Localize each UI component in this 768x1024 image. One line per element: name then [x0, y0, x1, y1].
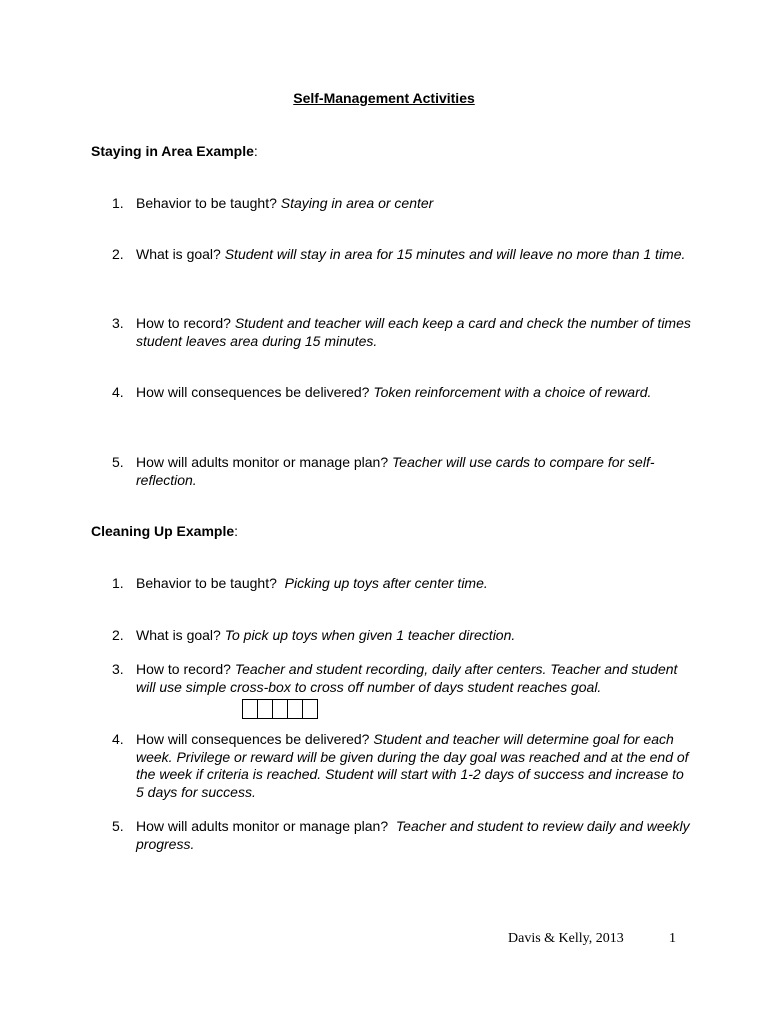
- question-text: Behavior to be taught?: [136, 195, 277, 211]
- list-item: [112, 315, 692, 350]
- list-item: [112, 246, 692, 264]
- section-heading-colon: :: [253, 143, 258, 159]
- list-number: 2.: [112, 627, 124, 643]
- cross-box-cell: [288, 700, 303, 718]
- answer-text: Student and teacher will each keep a card and check the number of times student leaves area during 15 minutes.: [136, 315, 691, 349]
- question-text: How will adults monitor or manage plan?: [136, 818, 389, 834]
- list-number: 2.: [112, 246, 124, 262]
- question-text: How to record?: [136, 315, 231, 331]
- question-text: How to record?: [136, 661, 231, 677]
- cross-box-graphic: [242, 699, 318, 719]
- list-number: 1.: [112, 195, 124, 211]
- answer-text: Teacher and student to review daily and weekly progress.: [136, 818, 690, 852]
- cross-box-cell: [303, 700, 317, 718]
- footer-citation: Davis & Kelly, 2013: [508, 931, 624, 946]
- section-heading-text: Staying in Area Example: [91, 143, 254, 159]
- list-item: [112, 454, 692, 489]
- list-item: [112, 575, 692, 593]
- answer-text: Token reinforcement with a choice of reward.: [373, 384, 652, 400]
- list-item: [112, 384, 692, 402]
- question-text: What is goal?: [136, 627, 221, 643]
- section-heading-colon: :: [234, 523, 239, 539]
- answer-text: Student and teacher will determine goal for each week. Privilege or reward will be given during the day goal was reached and at the end of the week if criteria is reached. Student will start with 1-2 days of success and increase to 5 days for success.: [136, 731, 689, 800]
- list-number: 1.: [112, 575, 124, 591]
- cross-box-cell: [258, 700, 273, 718]
- section-heading-staying-in-area: [91, 143, 258, 159]
- list-item: [112, 731, 692, 801]
- section-heading-text: Cleaning Up Example: [91, 523, 235, 539]
- list-item: [112, 195, 692, 213]
- question-text: How will consequences be delivered?: [136, 731, 370, 747]
- list-number: 4.: [112, 384, 124, 400]
- list-number: 3.: [112, 661, 124, 677]
- page-number: 1: [669, 931, 676, 946]
- list-number: 5.: [112, 454, 124, 470]
- answer-text: Teacher will use cards to compare for self-reflection.: [136, 454, 655, 488]
- question-text: How will consequences be delivered?: [136, 384, 370, 400]
- section-heading-cleaning-up: [91, 523, 238, 539]
- answer-text: Picking up toys after center time.: [284, 575, 488, 591]
- list-number: 5.: [112, 818, 124, 834]
- question-text: What is goal?: [136, 246, 221, 262]
- question-text: Behavior to be taught?: [136, 575, 277, 591]
- list-item: [112, 661, 692, 696]
- answer-text: Student will stay in area for 15 minutes and will leave no more than 1 time.: [224, 246, 686, 262]
- list-item: [112, 627, 692, 645]
- cross-box-cell: [243, 700, 258, 718]
- list-number: 4.: [112, 731, 124, 747]
- page-title: Self-Management Activities: [293, 90, 475, 106]
- answer-text: Staying in area or center: [280, 195, 434, 211]
- question-text: How will adults monitor or manage plan?: [136, 454, 389, 470]
- list-item: [112, 818, 692, 853]
- answer-text: Teacher and student recording, daily after centers. Teacher and student will use simple cross-box to cross off number of days student reaches goal.: [136, 661, 678, 695]
- answer-text: To pick up toys when given 1 teacher direction.: [224, 627, 516, 643]
- list-number: 3.: [112, 315, 124, 331]
- cross-box-cell: [273, 700, 288, 718]
